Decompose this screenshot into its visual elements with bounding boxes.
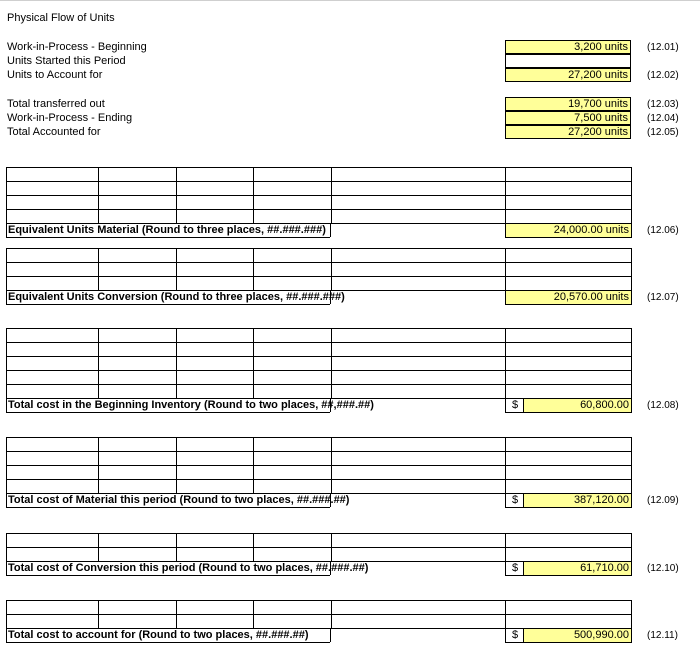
grid-col-line <box>176 167 177 223</box>
grid-col-line <box>253 533 254 561</box>
grid-row-line <box>6 437 631 438</box>
grid-row-line <box>6 384 631 385</box>
conversion-cost-currency: $ <box>512 562 519 574</box>
code-12-07: (12.07) <box>647 292 679 303</box>
grid-col-line <box>253 437 254 493</box>
units-started-input[interactable] <box>505 54 631 68</box>
conversion-cost-label: Total cost of Conversion this period (Round to two places, ##.###.##) <box>8 562 369 574</box>
transferred-out-input[interactable]: 19,700 units <box>505 97 631 111</box>
equiv-units-material-input[interactable]: 24,000.00 units <box>505 223 632 238</box>
grid-row-line <box>6 507 330 508</box>
grid-col-line <box>331 328 332 398</box>
grid-col-line <box>253 328 254 398</box>
flow-label-total-accounted: Total Accounted for <box>7 126 101 138</box>
grid-col-line <box>331 167 332 223</box>
flow-label-units-to-account: Units to Account for <box>7 69 103 81</box>
grid-row-line <box>6 465 631 466</box>
grid-col-line <box>331 437 332 493</box>
grid-col-line <box>98 328 99 398</box>
grid-row-line <box>6 642 330 643</box>
grid-row-line <box>6 209 631 210</box>
grid-col-line <box>176 600 177 628</box>
grid-col-line <box>505 167 506 223</box>
flow-label-wip-beginning: Work-in-Process - Beginning <box>7 41 147 53</box>
grid-col-line <box>6 437 7 507</box>
grid-col-line <box>505 561 506 575</box>
grid-col-line <box>331 600 332 628</box>
grid-col-line <box>505 437 506 493</box>
grid-col-line <box>176 328 177 398</box>
grid-row-line <box>6 479 631 480</box>
code-12-06: (12.06) <box>647 225 679 236</box>
units-to-account-input[interactable]: 27,200 units <box>505 68 631 82</box>
grid-col-line <box>98 248 99 290</box>
page-title: Physical Flow of Units <box>7 12 115 24</box>
equiv-units-conversion-label: Equivalent Units Conversion (Round to three places, ##.###.###) <box>8 291 345 303</box>
grid-row-line <box>6 600 631 601</box>
grid-col-line <box>98 167 99 223</box>
material-cost-label: Total cost of Material this period (Round to two places, ##.###.##) <box>8 494 350 506</box>
wip-ending-input[interactable]: 7,500 units <box>505 111 631 125</box>
grid-col-line <box>253 167 254 223</box>
grid-col-line <box>631 600 632 628</box>
grid-col-line <box>6 167 7 237</box>
grid-row-line <box>6 451 631 452</box>
total-cost-currency: $ <box>512 629 519 641</box>
grid-col-line <box>176 437 177 493</box>
code-12-10: (12.10) <box>647 563 679 574</box>
equiv-units-material-label: Equivalent Units Material (Round to three places, ##.###.###) <box>8 224 326 236</box>
grid-col-line <box>631 328 632 398</box>
grid-row-line <box>6 167 631 168</box>
grid-col-line <box>98 437 99 493</box>
grid-row-line <box>6 195 631 196</box>
code-12-11: (12.11) <box>647 630 678 641</box>
grid-row-line <box>6 262 631 263</box>
grid-row-line <box>6 575 330 576</box>
total-cost-input[interactable]: 500,990.00 <box>523 628 632 643</box>
code-12-04: (12.04) <box>647 113 679 124</box>
grid-col-line <box>505 398 506 412</box>
grid-col-line <box>330 223 331 237</box>
grid-col-line <box>505 600 506 628</box>
grid-row-line <box>6 248 631 249</box>
grid-col-line <box>6 328 7 412</box>
grid-col-line <box>331 533 332 561</box>
grid-col-line <box>505 628 506 642</box>
grid-row-line <box>6 547 631 548</box>
grid-col-line <box>253 248 254 290</box>
wip-beginning-input[interactable]: 3,200 units <box>505 40 631 54</box>
grid-col-line <box>6 248 7 304</box>
flow-label-transferred-out: Total transferred out <box>7 98 105 110</box>
grid-row-line <box>6 328 631 329</box>
sheet-top-border <box>0 0 700 1</box>
grid-row-line <box>6 614 631 615</box>
grid-row-line <box>6 237 330 238</box>
grid-col-line <box>631 437 632 493</box>
code-12-08: (12.08) <box>647 400 679 411</box>
grid-row-line <box>6 276 631 277</box>
conversion-cost-input[interactable]: 61,710.00 <box>523 561 632 576</box>
total-cost-label: Total cost to account for (Round to two places, ##.###.##) <box>8 629 309 641</box>
grid-col-line <box>505 328 506 398</box>
grid-col-line <box>176 533 177 561</box>
grid-col-line <box>6 600 7 642</box>
grid-row-line <box>6 356 631 357</box>
code-12-03: (12.03) <box>647 99 679 110</box>
grid-col-line <box>253 600 254 628</box>
total-accounted-input[interactable]: 27,200 units <box>505 125 631 139</box>
grid-row-line <box>6 342 631 343</box>
grid-col-line <box>330 628 331 642</box>
grid-col-line <box>505 248 506 290</box>
grid-col-line <box>505 493 506 507</box>
grid-row-line <box>6 533 631 534</box>
beginning-inventory-cost-input[interactable]: 60,800.00 <box>523 398 632 413</box>
material-cost-currency: $ <box>512 494 519 506</box>
code-12-05: (12.05) <box>647 127 679 138</box>
grid-row-line <box>6 304 330 305</box>
grid-col-line <box>176 248 177 290</box>
grid-row-line <box>6 181 631 182</box>
grid-row-line <box>6 412 330 413</box>
code-12-02: (12.02) <box>647 70 679 81</box>
beginning-inventory-currency: $ <box>512 399 519 411</box>
grid-row-line <box>6 370 631 371</box>
grid-col-line <box>505 533 506 561</box>
grid-col-line <box>98 600 99 628</box>
grid-col-line <box>631 167 632 223</box>
flow-label-wip-ending: Work-in-Process - Ending <box>7 112 133 124</box>
grid-col-line <box>331 248 332 290</box>
grid-col-line <box>631 248 632 290</box>
beginning-inventory-cost-label: Total cost in the Beginning Inventory (Round to two places, ##,###.##) <box>8 399 374 411</box>
grid-col-line <box>6 533 7 575</box>
equiv-units-conversion-input[interactable]: 20,570.00 units <box>505 290 632 305</box>
grid-col-line <box>98 533 99 561</box>
code-12-09: (12.09) <box>647 495 679 506</box>
grid-col-line <box>631 533 632 561</box>
flow-label-units-started: Units Started this Period <box>7 55 126 67</box>
material-cost-input[interactable]: 387,120.00 <box>523 493 632 508</box>
code-12-01: (12.01) <box>647 42 679 53</box>
